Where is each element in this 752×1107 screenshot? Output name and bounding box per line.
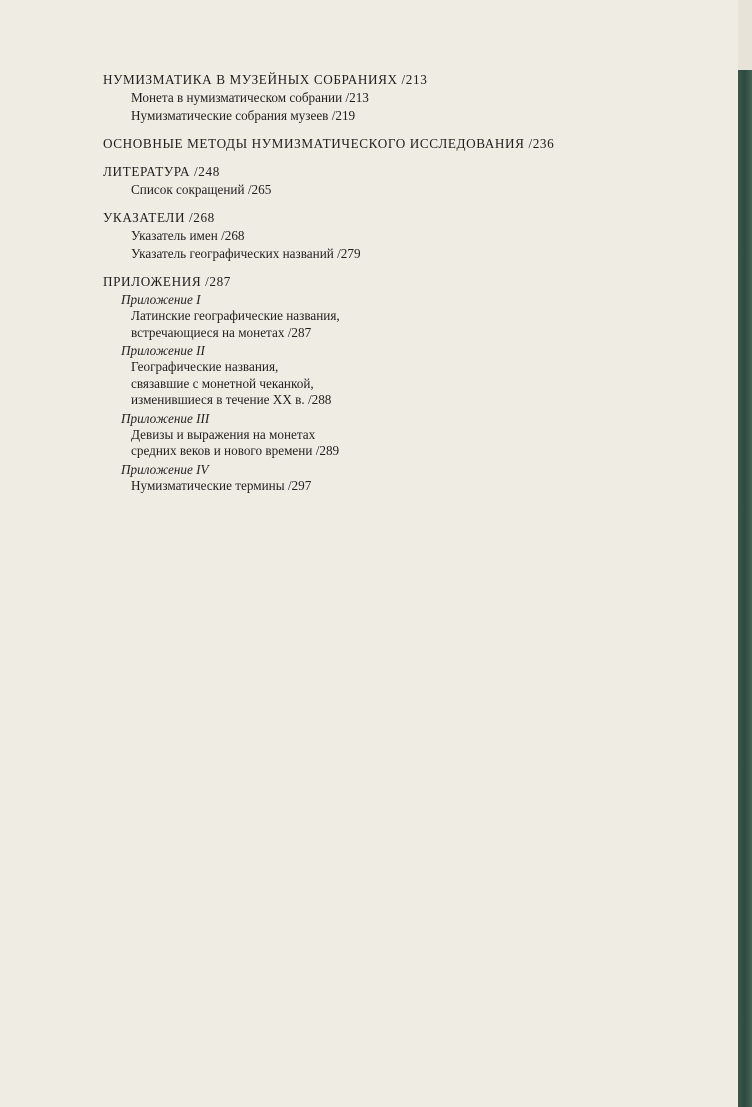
toc-heading: НУМИЗМАТИКА В МУЗЕЙНЫХ СОБРАНИЯХ /213 xyxy=(103,72,428,87)
book-cover-edge-top xyxy=(738,0,752,70)
appendix-4 xyxy=(103,461,663,495)
appendix-title-line: изменившиеся в течение XX в. /288 xyxy=(131,392,332,407)
appendix-label: Приложение II xyxy=(121,343,205,358)
table-of-contents xyxy=(103,71,663,504)
appendix-label: Приложение III xyxy=(121,410,210,426)
toc-heading: ОСНОВНЫЕ МЕТОДЫ НУМИЗМАТИЧЕСКОГО ИССЛЕДОВАНИЯ /236 xyxy=(103,136,555,151)
appendix-1 xyxy=(103,291,663,341)
appendix-title-line: Географические названия, xyxy=(131,359,279,374)
toc-entry: Нумизматические собрания музеев /219 xyxy=(131,108,356,123)
toc-section-research-methods xyxy=(103,135,663,153)
toc-entry: Указатель имен /268 xyxy=(131,228,245,243)
toc-entry: Монета в нумизматическом собрании /213 xyxy=(131,90,369,105)
toc-section-appendices xyxy=(103,273,663,494)
toc-section-indexes xyxy=(103,209,663,263)
appendix-title-line: связавшие с монетной чеканкой, xyxy=(131,375,314,391)
toc-entry: Указатель географических названий /279 xyxy=(131,246,361,261)
appendix-title-line: средних веков и нового времени /289 xyxy=(131,443,340,458)
appendix-title-line: Девизы и выражения на монетах xyxy=(131,426,316,442)
appendix-title-line: Латинские географические названия, xyxy=(131,308,340,323)
appendix-label: Приложение I xyxy=(121,292,201,307)
appendix-title-line: Нумизматические термины /297 xyxy=(131,477,312,493)
toc-section-museum-collections xyxy=(103,71,663,125)
toc-entry: Список сокращений /265 xyxy=(131,182,272,197)
appendix-title-line: встречающиеся на монетах /287 xyxy=(131,324,312,340)
appendix-2 xyxy=(103,342,663,409)
book-cover-edge xyxy=(738,0,752,1107)
toc-heading: УКАЗАТЕЛИ /268 xyxy=(103,210,215,225)
toc-heading: ПРИЛОЖЕНИЯ /287 xyxy=(103,274,231,289)
appendix-label: Приложение IV xyxy=(121,461,209,477)
toc-heading: ЛИТЕРАТУРА /248 xyxy=(103,164,220,179)
appendix-3 xyxy=(103,410,663,460)
toc-section-literature xyxy=(103,163,663,199)
